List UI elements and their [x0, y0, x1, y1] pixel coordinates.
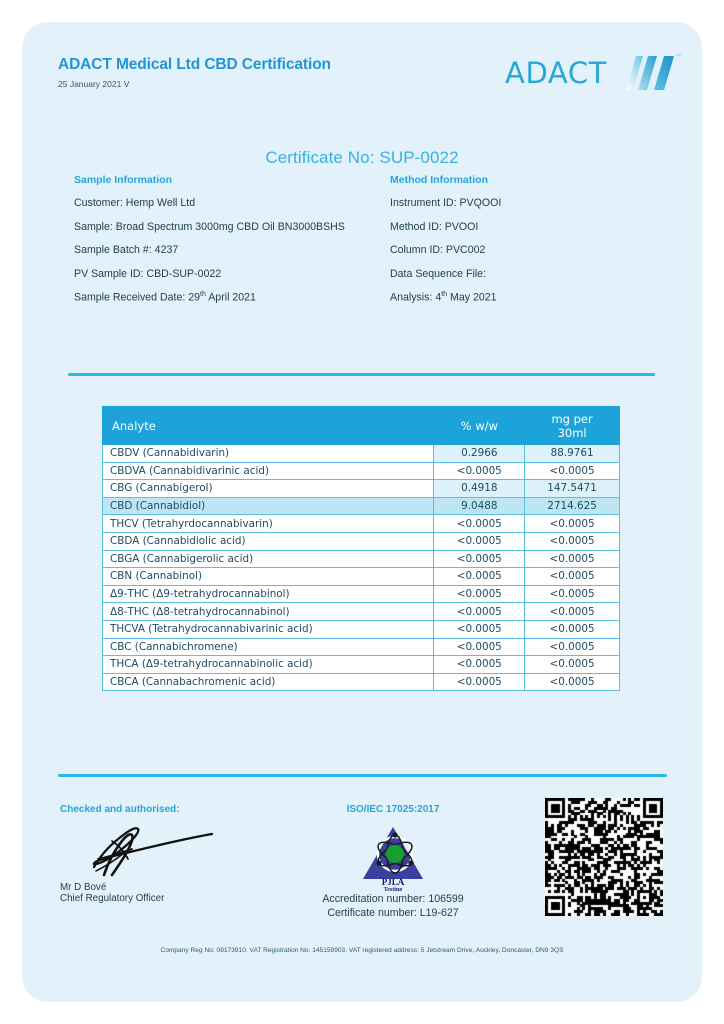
adact-logo-mark-icon — [616, 54, 681, 90]
table-row — [103, 656, 620, 674]
information-section — [74, 174, 666, 315]
cell-mg-per-30ml: 147.5471 — [525, 480, 620, 498]
cell-analyte: CBDV (Cannabidivarin) — [103, 445, 434, 463]
results-table-head — [103, 407, 620, 445]
cell-mg-per-30ml: <0.0005 — [525, 585, 620, 603]
analysis-date-suffix: May 2021 — [447, 291, 497, 304]
cell-mg-per-30ml: <0.0005 — [525, 462, 620, 480]
cell-analyte: Δ8-THC (Δ8-tetrahydrocannabinol) — [103, 603, 434, 621]
cell-analyte: THCA (Δ9-tetrahydrocannabinolic acid) — [103, 656, 434, 674]
cell-percent-ww: <0.0005 — [434, 620, 525, 638]
cell-mg-per-30ml: <0.0005 — [525, 620, 620, 638]
legal-footer: Company Reg No: 08173910. VAT Registration No: 145159903. VAT registered address: 5 Jetstream Drive, Auckley, Doncaster, DN9 3QS — [160, 947, 564, 954]
svg-text:Testing: Testing — [383, 887, 403, 891]
column-header-mg-line2: 30ml — [557, 425, 587, 440]
divider-bottom — [58, 774, 667, 777]
accreditation-number: Accreditation number: 106599 — [322, 893, 464, 905]
certificate-number: Certificate number: L19-627 — [327, 907, 459, 919]
cell-mg-per-30ml: <0.0005 — [525, 550, 620, 568]
table-row — [103, 620, 620, 638]
signature-heading: Checked and authorised: — [60, 804, 180, 815]
table-row — [103, 532, 620, 550]
table-row — [103, 603, 620, 621]
cell-mg-per-30ml: <0.0005 — [525, 515, 620, 533]
cell-analyte: CBDVA (Cannabidivarinic acid) — [103, 462, 434, 480]
sample-customer: Customer: Hemp Well Ltd — [74, 197, 196, 209]
signature-image — [82, 819, 232, 881]
cell-percent-ww: <0.0005 — [434, 638, 525, 656]
certificate-page — [22, 22, 702, 1002]
cell-analyte: CBN (Cannabinol) — [103, 568, 434, 586]
table-row — [103, 445, 620, 463]
svg-text:PJLA: PJLA — [381, 877, 405, 887]
data-sequence-file: Data Sequence File: — [390, 267, 486, 280]
cell-percent-ww: <0.0005 — [434, 656, 525, 674]
cell-analyte: CBGA (Cannabigerolic acid) — [103, 550, 434, 568]
table-row — [103, 638, 620, 656]
cell-mg-per-30ml: <0.0005 — [525, 532, 620, 550]
cell-percent-ww: <0.0005 — [434, 550, 525, 568]
results-table — [102, 406, 620, 691]
method-id: Method ID: PVOOI — [390, 220, 479, 233]
cell-mg-per-30ml: <0.0005 — [525, 638, 620, 656]
trademark-icon: ™ — [675, 54, 681, 60]
cell-percent-ww: <0.0005 — [434, 585, 525, 603]
sample-batch: Sample Batch #: 4237 — [74, 244, 179, 256]
table-row — [103, 515, 620, 533]
cell-analyte: CBDA (Cannabidiolic acid) — [103, 532, 434, 550]
cell-percent-ww: 0.4918 — [434, 480, 525, 498]
results-table-wrapper — [102, 406, 620, 691]
cell-percent-ww: <0.0005 — [434, 673, 525, 691]
method-information-block — [370, 174, 666, 315]
table-row — [103, 462, 620, 480]
cell-percent-ww: <0.0005 — [434, 532, 525, 550]
column-header-mg-per-30ml — [525, 407, 620, 445]
adact-logo — [505, 54, 681, 90]
sample-received-date — [74, 291, 370, 304]
instrument-id: Instrument ID: PVQOOI — [390, 197, 502, 209]
cell-mg-per-30ml: 88.9761 — [525, 445, 620, 463]
table-header-row — [103, 407, 620, 445]
table-row — [103, 480, 620, 498]
cell-percent-ww: 9.0488 — [434, 497, 525, 515]
signatory-role: Chief Regulatory Officer — [60, 893, 165, 904]
column-header-analyte: Analyte — [103, 407, 434, 445]
table-row — [103, 585, 620, 603]
cell-mg-per-30ml: 2714.625 — [525, 497, 620, 515]
analysis-date-ordinal: th — [441, 291, 448, 298]
cell-analyte: THCV (Tetrahyrdocannabivarin) — [103, 515, 434, 533]
results-table-body — [103, 445, 620, 691]
pv-sample-id: PV Sample ID: CBD-SUP-0022 — [74, 267, 222, 280]
cell-percent-ww: <0.0005 — [434, 462, 525, 480]
pjla-logo-icon — [355, 821, 431, 891]
column-header-percent-ww: % w/w — [434, 407, 525, 445]
page-header — [58, 54, 681, 112]
table-row — [103, 673, 620, 691]
cell-mg-per-30ml: <0.0005 — [525, 656, 620, 674]
sample-description: Sample: Broad Spectrum 3000mg CBD Oil BN3000BSHS — [74, 220, 345, 233]
cell-percent-ww: <0.0005 — [434, 568, 525, 586]
analysis-date-prefix: Analysis: 4 — [390, 291, 442, 304]
table-row — [103, 568, 620, 586]
signature-block — [60, 804, 290, 904]
column-header-mg-line1: mg per — [551, 411, 593, 426]
qr-code-canvas — [545, 798, 663, 916]
document-version-date: 25 January 2021 V — [58, 79, 130, 89]
cell-analyte: CBD (Cannabidiol) — [103, 497, 434, 515]
table-row — [103, 550, 620, 568]
cell-analyte: CBC (Cannabichromene) — [103, 638, 434, 656]
cell-percent-ww: <0.0005 — [434, 515, 525, 533]
cell-analyte: THCVA (Tetrahydrocannabivarinic acid) — [103, 620, 434, 638]
cell-analyte: CBG (Cannabigerol) — [103, 480, 434, 498]
signatory-name: Mr D Bové — [60, 882, 107, 893]
cell-percent-ww: <0.0005 — [434, 603, 525, 621]
cell-percent-ww: 0.2966 — [434, 445, 525, 463]
sample-received-date-ordinal: th — [200, 291, 206, 298]
sample-received-date-prefix: Sample Received Date: 29 — [74, 291, 201, 304]
certificate-number-heading: Certificate No: SUP-0022 — [265, 148, 459, 167]
table-row — [103, 497, 620, 515]
accreditation-block — [280, 804, 506, 919]
cell-mg-per-30ml: <0.0005 — [525, 673, 620, 691]
sample-received-date-suffix: April 2021 — [205, 291, 256, 304]
cell-analyte: Δ9-THC (Δ9-tetrahydrocannabinol) — [103, 585, 434, 603]
sample-information-heading: Sample Information — [74, 174, 173, 186]
adact-logo-text: ADACT — [505, 56, 607, 90]
iso-standard-heading: ISO/IEC 17025:2017 — [346, 804, 440, 815]
divider-top — [68, 373, 655, 376]
page-title: ADACT Medical Ltd CBD Certification — [58, 56, 331, 73]
column-id: Column ID: PVC002 — [390, 244, 486, 256]
cell-mg-per-30ml: <0.0005 — [525, 568, 620, 586]
qr-code[interactable] — [545, 798, 663, 921]
analysis-date — [390, 291, 666, 304]
sample-information-block — [74, 174, 370, 315]
cell-analyte: CBCA (Cannabachromenic acid) — [103, 673, 434, 691]
method-information-heading: Method Information — [390, 174, 488, 186]
cell-mg-per-30ml: <0.0005 — [525, 603, 620, 621]
